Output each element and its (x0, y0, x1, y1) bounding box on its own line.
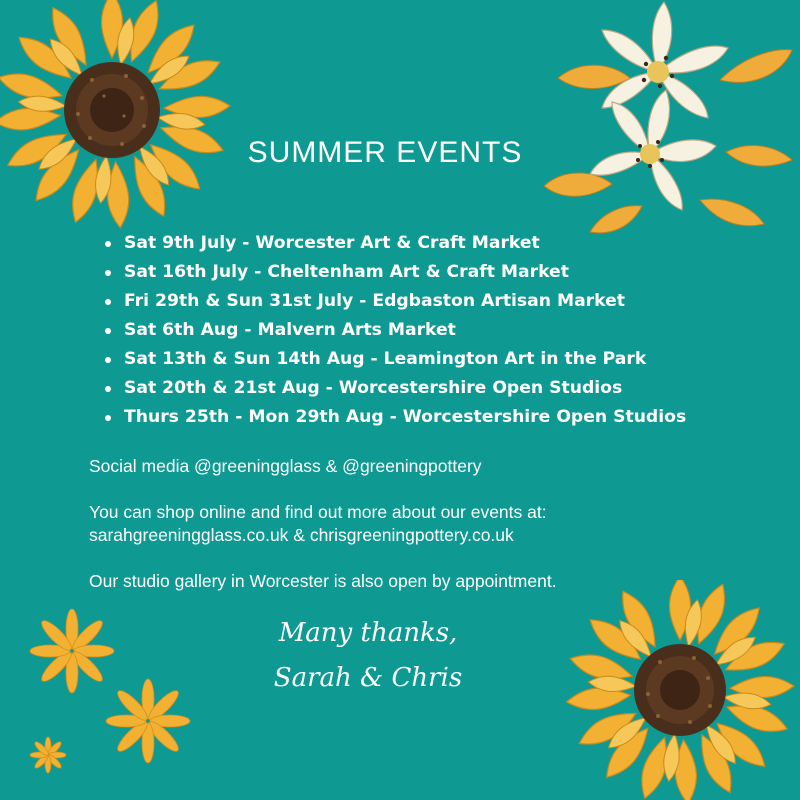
list-item: Sat 13th & Sun 14th Aug - Leamington Art in the Park (104, 345, 686, 374)
list-item: Fri 29th & Sun 31st July - Edgbaston Artisan Market (104, 287, 686, 316)
sunflower-icon (555, 580, 800, 800)
daisy-icon (20, 605, 210, 800)
list-item: Thurs 25th - Mon 29th Aug - Worcestershire Open Studios (104, 403, 686, 432)
shop-online-text: You can shop online and find out more about our events at: (89, 502, 547, 522)
list-item: Sat 16th July - Cheltenham Art & Craft Market (104, 258, 686, 287)
studio-text: Our studio gallery in Worcester is also open by appointment. (89, 571, 557, 591)
list-item: Sat 9th July - Worcester Art & Craft Market (104, 229, 686, 258)
lily-flower-icon (530, 0, 800, 250)
list-item: Sat 20th & 21st Aug - Worcestershire Open Studios (104, 374, 686, 403)
sunflower-icon (0, 0, 240, 230)
list-item: Sat 6th Aug - Malvern Arts Market (104, 316, 686, 345)
title-text: SUMMER EVENTS (247, 136, 523, 169)
social-media-text: Social media @greeningglass & @greeningpottery (89, 456, 482, 476)
events-list (104, 229, 686, 432)
website-links: sarahgreeningglass.co.uk & chrisgreeningpottery.co.uk (89, 525, 514, 545)
page-title (0, 136, 760, 170)
sign-off-names: Sarah & Chris (273, 663, 463, 693)
sign-off-thanks: Many thanks, (278, 618, 458, 648)
